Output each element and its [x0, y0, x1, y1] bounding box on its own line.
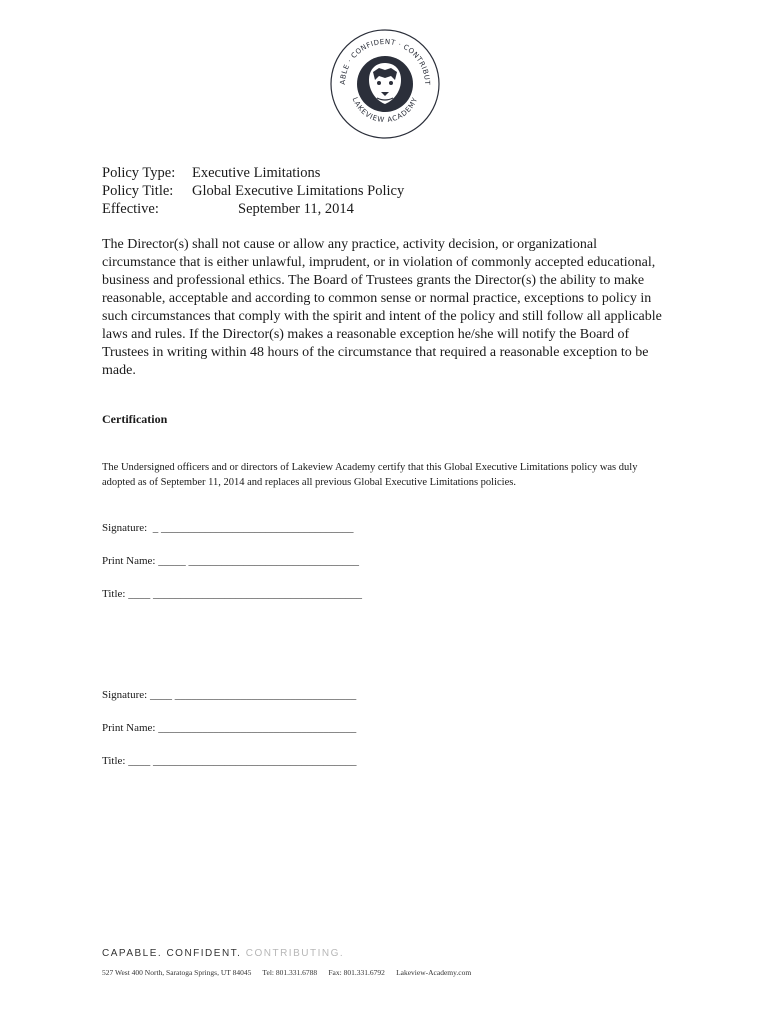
policy-header — [102, 164, 404, 218]
policy-title-label: Policy Title: — [102, 183, 174, 199]
policy-type-row — [102, 164, 404, 182]
certification-heading: Certification — [102, 412, 168, 426]
effective-date: September 11, 2014 — [238, 201, 354, 217]
title-line-1: Title: ____ ______________________________________ — [102, 588, 362, 600]
tagline-dark: CAPABLE. CONFIDENT. — [102, 948, 242, 959]
print-name-line-2: Print Name: ____________________________________ — [102, 722, 357, 734]
policy-title-row — [102, 182, 404, 200]
footer-tagline — [102, 948, 344, 959]
signature-line-2: Signature: ____ _________________________________ — [102, 689, 357, 701]
signature-line-1: Signature: _ ___________________________________ — [102, 522, 354, 534]
tagline-light: CONTRIBUTING. — [245, 948, 345, 959]
policy-type-value: Executive Limitations — [192, 165, 321, 181]
certification-text: The Undersigned officers and or directors of Lakeview Academy certify that this Global Executive Limitations policy was duly adopted as of September 11, 2014 and replaces all previous Global Executive Limitations policies. — [102, 462, 638, 488]
lion-head-icon — [329, 28, 441, 140]
policy-body: The Director(s) shall not cause or allow any practice, activity decision, or organizational circumstance that is either unlawful, imprudent, or in violation of commonly accepted educational, business and professional ethics. The Board of Trustees grants the Director(s) the ability to make reasonable, acceptable and according to common sense or normal practice, exceptions to policy in such circumstances that comply with the spirit and intent of the policy and still follow all applicable laws and rules. If the Director(s) makes a reasonable exception he/she will notify the Board of Trustees in writing within 48 hours of the circumstance that required a reasonable exception to be made. — [102, 237, 662, 378]
effective-label: Effective: — [102, 201, 159, 217]
svg-text:CAPABLE · CONFIDENT · CONTRIBU: ABLE · CONFIDENT · CONTRIBUT — [338, 37, 432, 86]
print-name-line-1: Print Name: _____ _______________________________ — [102, 555, 359, 567]
effective-row — [102, 200, 404, 218]
policy-type-label: Policy Type: — [102, 165, 176, 181]
footer-address: 527 West 400 North, Saratoga Springs, UT 84045 Tel: 801.331.6788 Fax: 801.331.6792 Lakeview-Academy.com — [102, 968, 472, 977]
svg-text:LAKEVIEW ACADEMY: LAKEVIEW ACADEMY — [350, 96, 420, 125]
policy-title-value: Global Executive Limitations Policy — [192, 183, 405, 199]
title-line-2: Title: ____ _____________________________________ — [102, 755, 357, 767]
lakeview-academy-logo — [329, 28, 441, 140]
